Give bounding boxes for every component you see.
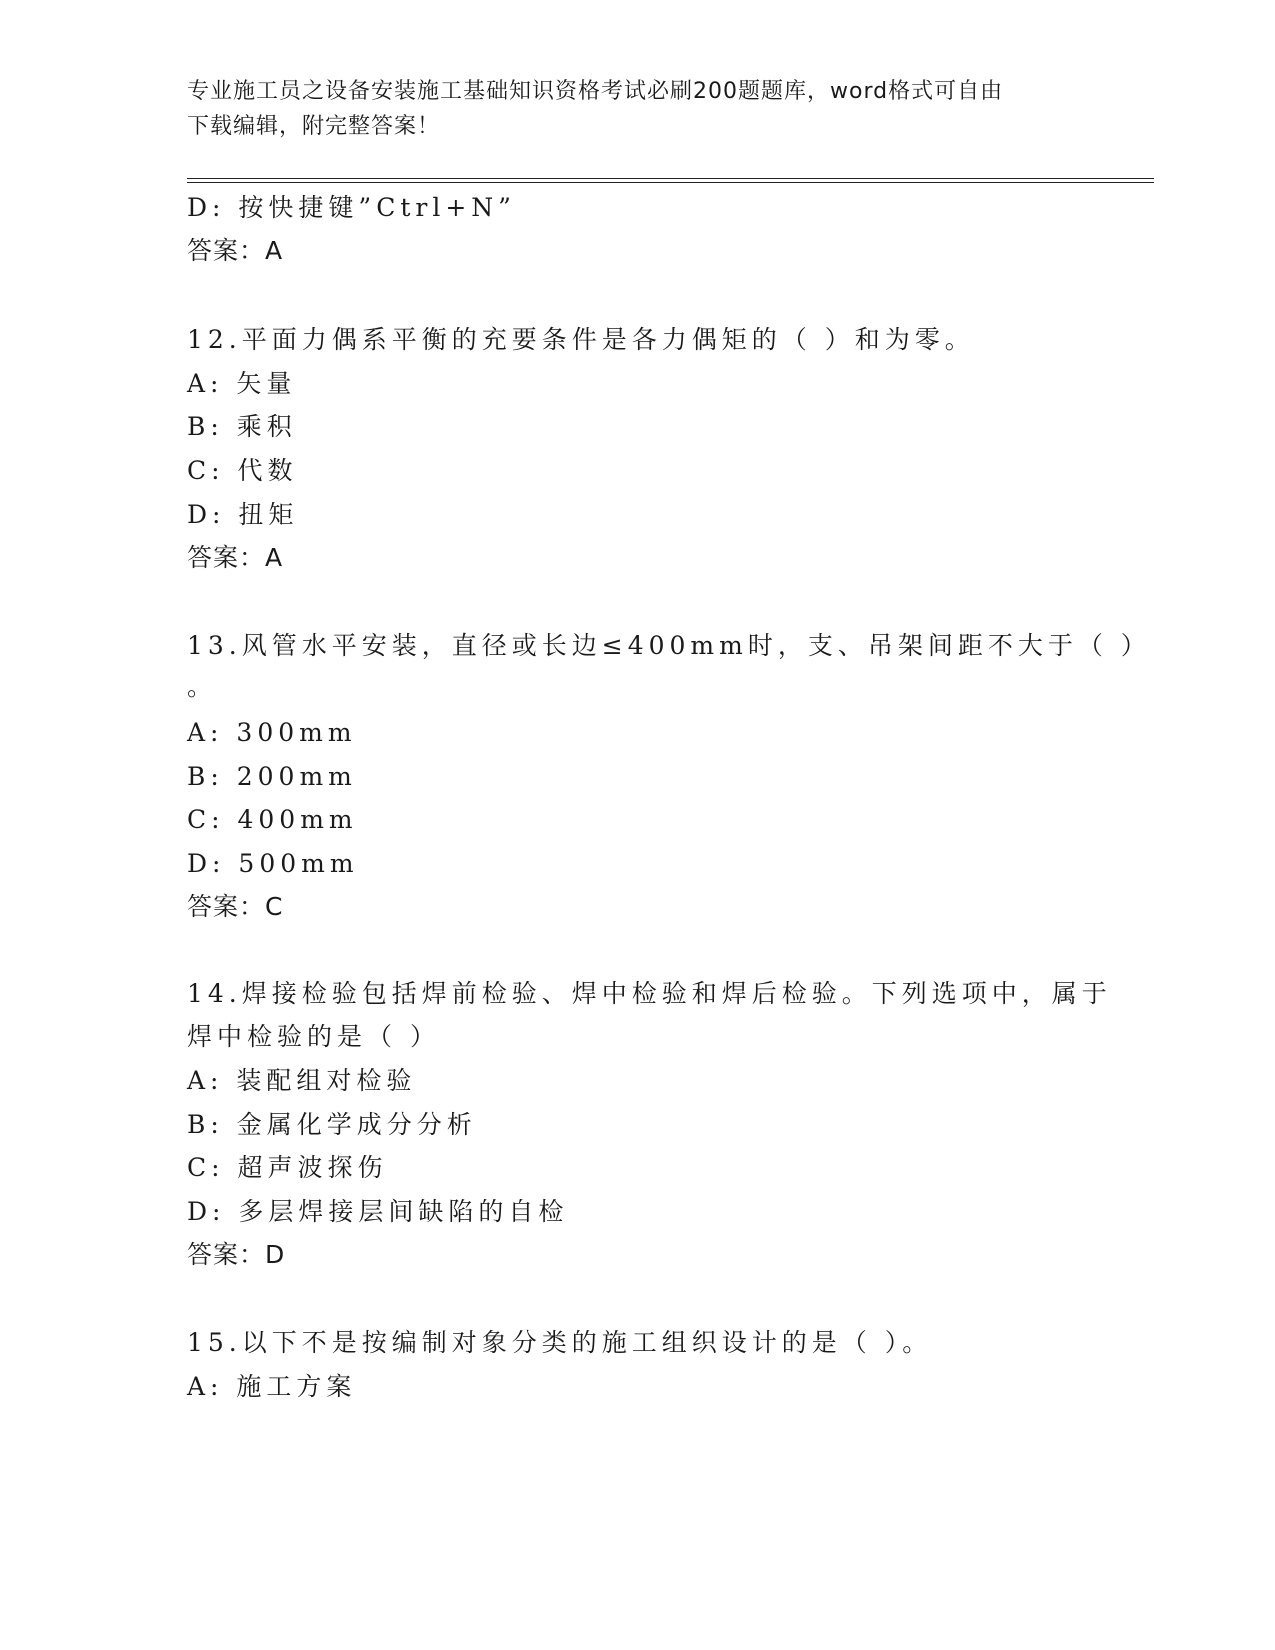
prev-option-d: D: 按快捷键”Ctrl+N” — [187, 193, 516, 222]
question-13-option-a: A: 300mm — [187, 718, 357, 747]
question-12-option-d: D: 扭矩 — [187, 500, 299, 529]
question-12-option-a: A: 矢量 — [187, 369, 297, 398]
document-header — [187, 74, 1087, 144]
header-line-2: 下载编辑，附完整答案！ — [187, 114, 441, 139]
prev-answer: 答案：A — [187, 236, 284, 265]
question-13-stem: 13.风管水平安装，直径或长边≤400mm时，支、吊架间距不大于（ ） — [187, 631, 1151, 660]
question-13-option-b: B: 200mm — [187, 762, 357, 791]
header-line-1: 专业施工员之设备安装施工基础知识资格考试必刷200题题库，word格式可自由 — [187, 79, 1004, 104]
question-12-option-b: B: 乘积 — [187, 412, 297, 441]
question-12-option-c: C: 代数 — [187, 456, 298, 485]
header-divider-top — [187, 178, 1154, 179]
question-15-stem: 15.以下不是按编制对象分类的施工组织设计的是（ ）。 — [187, 1328, 933, 1357]
question-13-option-d: D: 500mm — [187, 849, 359, 878]
question-15-option-a: A: 施工方案 — [187, 1372, 357, 1401]
question-12-stem: 12.平面力偶系平衡的充要条件是各力偶矩的（ ）和为零。 — [187, 325, 975, 354]
question-14-option-b: B: 金属化学成分分析 — [187, 1110, 477, 1139]
question-14-option-c: C: 超声波探伤 — [187, 1153, 388, 1182]
question-14-stem-cont: 焊中检验的是（ ） — [187, 1022, 440, 1051]
question-13-stem-cont: 。 — [187, 672, 218, 701]
question-14-option-a: A: 装配组对检验 — [187, 1066, 417, 1095]
question-14-option-d: D: 多层焊接层间缺陷的自检 — [187, 1197, 569, 1226]
question-13-option-c: C: 400mm — [187, 805, 358, 834]
question-12-answer: 答案：A — [187, 543, 284, 572]
question-13-answer: 答案：C — [187, 892, 284, 921]
question-14-answer: 答案：D — [187, 1240, 286, 1269]
question-14-stem: 14.焊接检验包括焊前检验、焊中检验和焊后检验。下列选项中，属于 — [187, 979, 1112, 1008]
header-divider-bottom — [187, 182, 1154, 183]
